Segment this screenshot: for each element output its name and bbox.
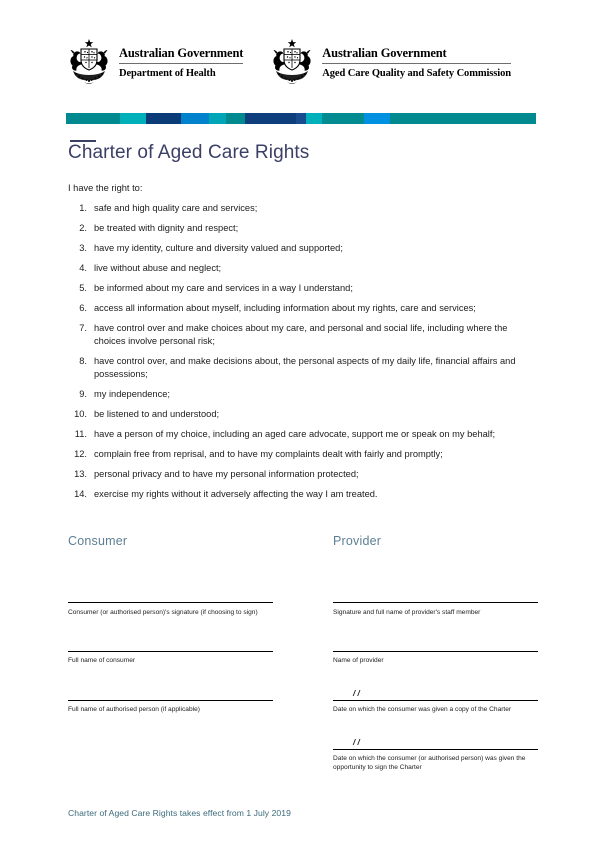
rights-item-number: 7.: [79, 323, 87, 334]
intro-text: I have the right to:: [68, 183, 143, 193]
provider-date-entry-area[interactable]: [333, 715, 538, 749]
colour-bar-segment-1: [66, 113, 120, 124]
rights-item-text: personal privacy and to have my personal information protected;: [94, 468, 359, 479]
rights-list-item: [68, 428, 536, 441]
provider-field-block: [333, 562, 538, 617]
rights-item-number: 3.: [79, 243, 87, 254]
consumer-column: [68, 534, 273, 773]
consumer-heading: Consumer: [68, 534, 128, 548]
rights-item-text: exercise my rights without it adversely affecting the way I am treated.: [94, 488, 378, 499]
colour-bar-segment-10: [322, 113, 364, 124]
rights-item-number: 1.: [79, 203, 87, 213]
rights-list-item: [68, 448, 536, 461]
page-title-block: [68, 140, 508, 164]
colour-bar-segment-5: [209, 113, 225, 124]
consumer-signature-line: [68, 602, 273, 603]
provider-column: [333, 534, 538, 773]
agency-line: Department of Health: [119, 68, 216, 80]
colour-bar-segment-9: [306, 113, 322, 124]
rights-item-number: 6.: [79, 303, 87, 314]
rights-item-number: 4.: [79, 263, 87, 274]
provider-field-caption: Date on which the consumer was given a copy of the Charter: [333, 706, 512, 714]
rights-item-text: have my identity, culture and diversity valued and supported;: [94, 243, 343, 254]
rights-item-number: 2.: [79, 223, 87, 234]
consumer-field-caption: Consumer (or authorised person)'s signature (if choosing to sign): [68, 608, 258, 616]
wordmark-aged-care-commission: [322, 46, 511, 81]
rights-item-number: 11.: [74, 428, 87, 439]
provider-text-entry-area[interactable]: [333, 617, 538, 651]
provider-date-slashes[interactable]: / /: [353, 688, 360, 698]
wordmark-divider: [119, 63, 243, 64]
colour-bar-segment-12: [390, 113, 536, 124]
provider-signature-line: [333, 602, 538, 603]
consumer-signature-line: [68, 651, 273, 652]
colour-bar-segment-2: [120, 113, 146, 124]
colour-bar-segment-3: [146, 113, 181, 124]
australian-coat-of-arms-icon: [269, 38, 315, 88]
masthead: [66, 38, 536, 88]
consumer-field-caption: Full name of authorised person (if applicable): [68, 706, 200, 714]
rights-list-item: [68, 282, 536, 295]
consumer-field-block: [68, 562, 273, 617]
rights-item-number: 5.: [79, 283, 87, 294]
provider-heading: Provider: [333, 534, 382, 548]
rights-list-item: [68, 355, 536, 381]
rights-list-item: [68, 262, 536, 275]
provider-date-entry-area[interactable]: [333, 666, 538, 700]
consumer-text-entry-area[interactable]: [68, 666, 273, 700]
rights-list: [68, 202, 536, 508]
provider-date-slashes[interactable]: / /: [353, 737, 360, 747]
rights-list-item: [68, 322, 536, 348]
rights-item-text: have control over, and make decisions about, the personal aspects of my daily life, financial affairs and possessions;: [94, 355, 516, 379]
rights-item-text: be treated with dignity and respect;: [94, 223, 239, 234]
government-line: Australian Government: [322, 45, 447, 60]
rights-list-item: [68, 488, 536, 501]
rights-item-text: safe and high quality care and services;: [94, 203, 258, 213]
rights-item-text: be informed about my care and services in a way I understand;: [94, 283, 353, 294]
consumer-fields: [68, 562, 273, 715]
rights-item-text: have a person of my choice, including an aged care advocate, support me or speak on my behalf;: [94, 428, 496, 439]
page-title: Charter of Aged Care Rights: [68, 141, 310, 163]
rights-list-item: [68, 242, 536, 255]
rights-list-item: [68, 222, 536, 235]
provider-signature-line: [333, 700, 538, 701]
footer-effective-date-note: Charter of Aged Care Rights takes effect from 1 July 2019: [68, 808, 291, 818]
colour-bar-segment-11: [364, 113, 390, 124]
consumer-field-block: [68, 666, 273, 715]
logo-department-of-health: [66, 38, 243, 88]
logo-aged-care-quality-and-safety-commission: [269, 38, 511, 88]
rights-list-item: [68, 302, 536, 315]
rights-item-number: 10.: [74, 408, 87, 419]
colour-bar-segment-7: [245, 113, 297, 124]
consumer-field-block: [68, 617, 273, 666]
provider-field-caption: Date on which the consumer (or authorised person) was given the opportunity to sign the Charter: [333, 755, 526, 772]
decorative-colour-bar: [66, 113, 536, 124]
rights-item-number: 8.: [79, 355, 87, 366]
consumer-signature-entry-area[interactable]: [68, 562, 273, 602]
rights-item-text: access all information about myself, including information about my rights, care and services;: [94, 303, 476, 314]
signature-section: [68, 534, 536, 773]
rights-list-item: [68, 202, 536, 215]
rights-item-text: live without abuse and neglect;: [94, 263, 222, 274]
colour-bar-segment-6: [226, 113, 245, 124]
provider-field-block: [333, 666, 538, 715]
rights-item-text: my independence;: [94, 388, 170, 399]
rights-item-number: 14.: [74, 488, 87, 499]
provider-field-caption: Name of provider: [333, 657, 384, 665]
wordmark-divider: [322, 63, 511, 64]
provider-signature-line: [333, 651, 538, 652]
provider-signature-line: [333, 749, 538, 750]
rights-item-number: 12.: [74, 448, 87, 459]
wordmark-department-of-health: [119, 46, 243, 81]
rights-item-number: 9.: [79, 388, 87, 399]
government-line: Australian Government: [119, 45, 244, 60]
rights-item-number: 13.: [74, 468, 87, 479]
colour-bar-segment-4: [181, 113, 209, 124]
australian-coat-of-arms-icon: [66, 38, 112, 88]
rights-list-item: [68, 388, 536, 401]
agency-line: Aged Care Quality and Safety Commission: [322, 68, 511, 80]
provider-field-block: [333, 715, 538, 773]
rights-item-text: be listened to and understood;: [94, 408, 220, 419]
rights-item-text: complain free from reprisal, and to have my complaints dealt with fairly and promptly;: [94, 448, 443, 459]
consumer-signature-line: [68, 700, 273, 701]
rights-item-text: have control over and make choices about my care, and personal and social life, including where the choices involve personal risk;: [94, 323, 508, 346]
colour-bar-segment-8: [296, 113, 305, 124]
provider-fields: [333, 562, 538, 773]
provider-signature-entry-area[interactable]: [333, 562, 538, 602]
consumer-field-caption: Full name of consumer: [68, 657, 136, 665]
provider-field-block: [333, 617, 538, 666]
consumer-text-entry-area[interactable]: [68, 617, 273, 651]
rights-list-item: [68, 468, 536, 481]
provider-field-caption: Signature and full name of provider's staff member: [333, 608, 481, 616]
rights-list-item: [68, 408, 536, 421]
